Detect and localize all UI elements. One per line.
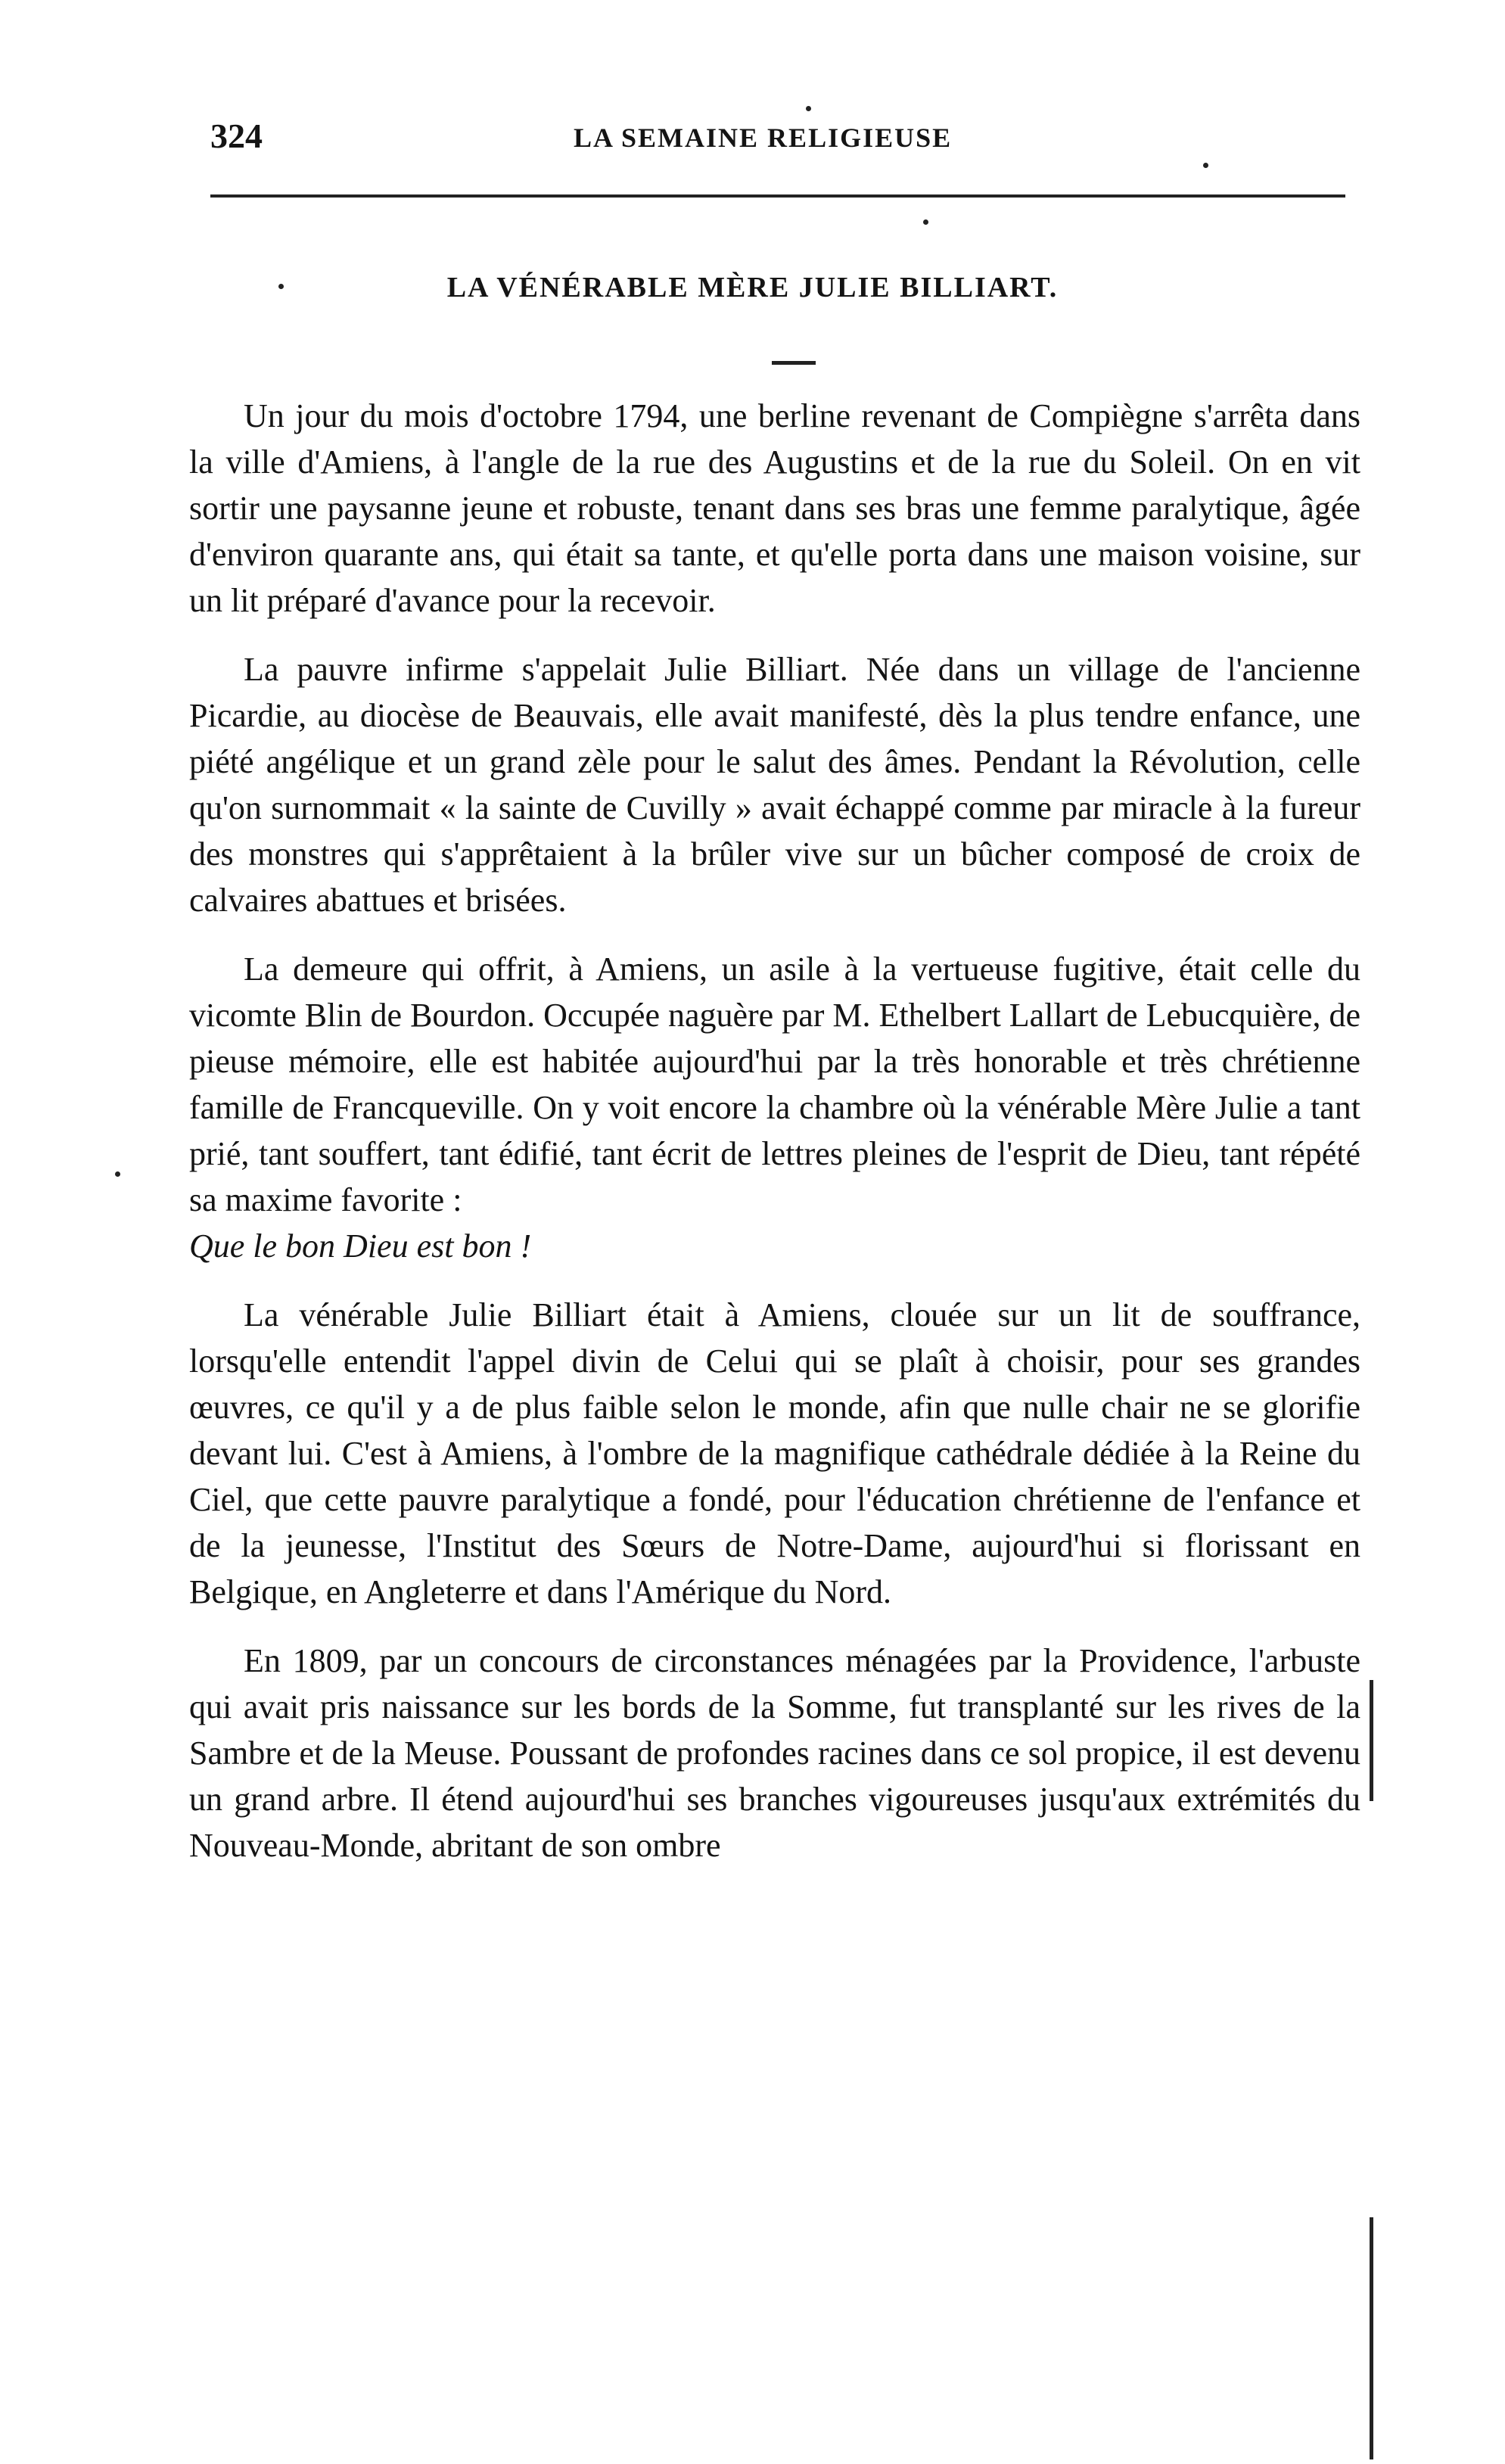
- scan-speck: [115, 1171, 120, 1177]
- paragraph-5: En 1809, par un concours de circonstances ménagées par la Providence, l'arbuste qui avait pris naissance sur les bords de la Somme, fut transplanté sur les rives de la Sambre et de la Meuse. Poussant de profondes racines dans ce sol propice, il est devenu un grand arbre. Il étend aujourd'hui ses branches vigoureuses jusqu'aux extrémités du Nouveau-Monde, abritant de son ombre: [189, 1642, 1360, 1864]
- scan-speck: [806, 106, 811, 111]
- journal-title: LA SEMAINE RELIGIEUSE: [574, 123, 953, 153]
- title-dash: [772, 361, 816, 365]
- page-edge-shadow: [1370, 1680, 1373, 1801]
- scan-speck: [278, 284, 284, 289]
- scan-speck: [923, 219, 928, 225]
- paragraph-1: Un jour du mois d'octobre 1794, une berline revenant de Compiègne s'arrêta dans la ville d'Amiens, à l'angle de la rue des Augustins et de la rue du Soleil. On en vit sortir une paysanne jeune et robuste, tenant dans ses bras une femme paralytique, âgée d'environ quarante ans, qui était sa tante, et qu'elle porta dans une maison voisine, sur un lit préparé d'avance pour la recevoir.: [189, 397, 1360, 619]
- article-title: LA VÉNÉRABLE MÈRE JULIE BILLIART.: [446, 272, 1059, 303]
- article-body: [189, 393, 1360, 1891]
- page-edge-shadow: [1370, 2217, 1373, 2459]
- paragraph-4: La vénérable Julie Billiart était à Amiens, clouée sur un lit de souffrance, lorsqu'elle entendit l'appel divin de Celui qui se plaît à choisir, pour ses grandes œuvres, ce qu'il y a de plus faible selon le monde, afin que nulle chair ne se glorifie devant lui. C'est à Amiens, à l'ombre de la magnifique cathédrale dédiée à la Reine du Ciel, que cette pauvre paralytique a fondé, pour l'éducation chrétienne de l'enfance et de la jeunesse, l'Institut des Sœurs de Notre-Dame, aujourd'hui si florissant en Belgique, en Angleterre et dans l'Amérique du Nord.: [189, 1296, 1360, 1610]
- paragraph-2: La pauvre infirme s'appelait Julie Billiart. Née dans un village de l'ancienne Picardie, au diocèse de Beauvais, elle avait manifesté, dès la plus tendre enfance, une piété angélique et un grand zèle pour le salut des âmes. Pendant la Révolution, celle qu'on surnommait « la sainte de Cuvilly » avait échappé comme par miracle à la fureur des monstres qui s'apprêtaient à la brûler vive sur un bûcher composé de croix de calvaires abattues et brisées.: [189, 651, 1360, 919]
- running-header: [210, 114, 1345, 159]
- header-rule: [210, 194, 1345, 198]
- paragraph-3: [189, 946, 1360, 1269]
- scan-speck: [1203, 163, 1208, 168]
- page-number: 324: [210, 117, 263, 155]
- maxim-quote: Que le bon Dieu est bon !: [189, 1227, 532, 1265]
- paragraph-3-text: La demeure qui offrit, à Amiens, un asile à la vertueuse fugitive, était celle du vicomte Blin de Bourdon. Occupée naguère par M. Ethelbert Lallart de Lebucquière, de pieuse mémoire, elle est habitée aujourd'hui par la très honorable et très chrétienne famille de Francqueville. On y voit encore la chambre où la vénérable Mère Julie a tant prié, tant souffert, tant édifié, tant écrit de lettres pleines de l'esprit de Dieu, tant répété sa maxime favorite :: [189, 950, 1360, 1218]
